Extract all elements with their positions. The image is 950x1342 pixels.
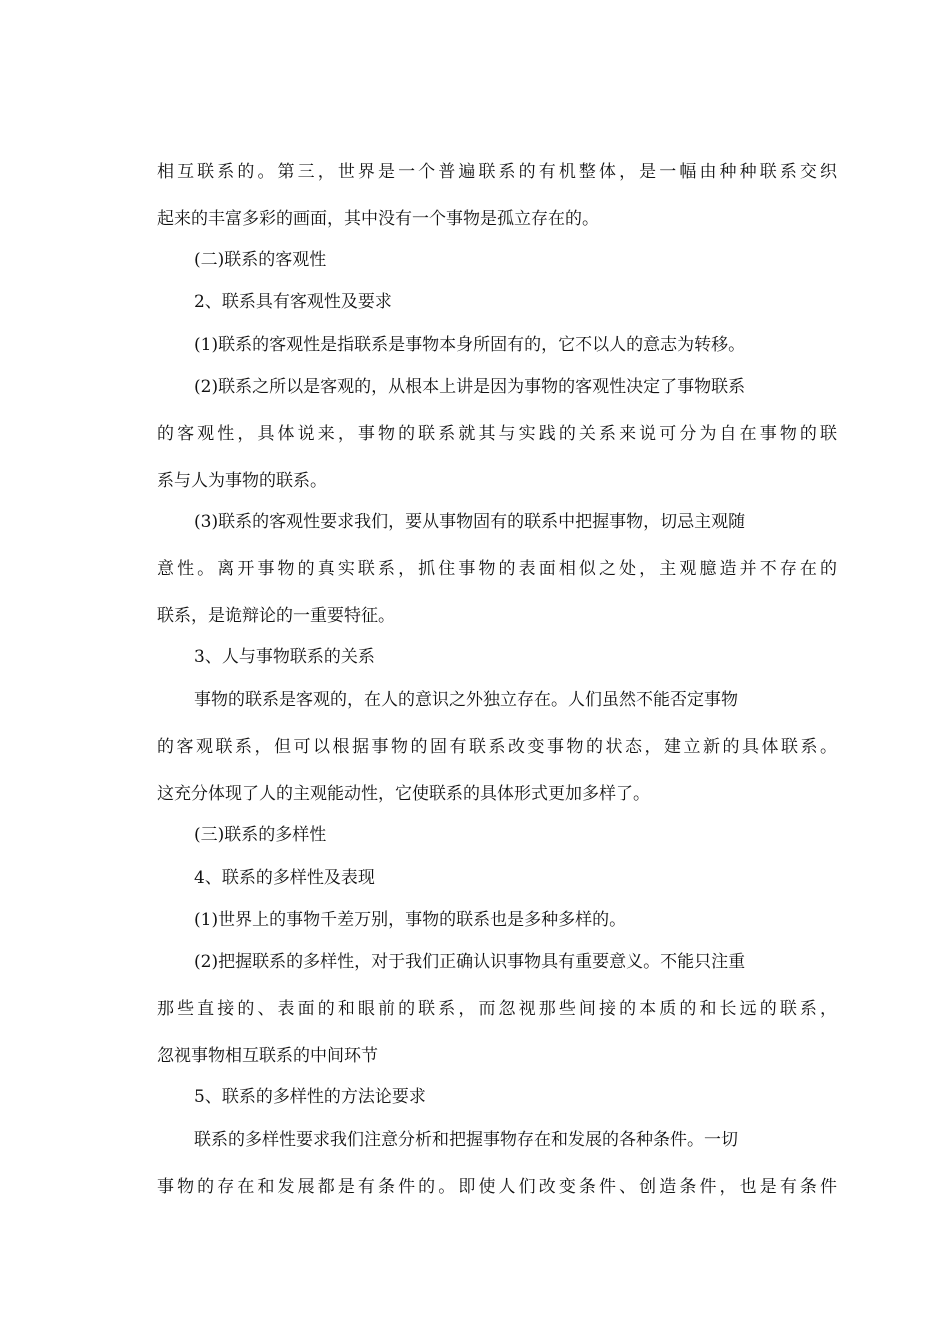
text-line-6: (2)联系之所以是客观的，从根本上讲是因为事物的客观性决定了事物联系 bbox=[194, 377, 746, 397]
text-line-2: 起来的丰富多彩的画面，其中没有一个事物是孤立存在的。 bbox=[157, 209, 599, 229]
text-line-7: 的客观性，具体说来，事物的联系就其与实践的关系来说可分为自在事物的联 bbox=[157, 424, 837, 444]
text-line-20: 那些直接的、表面的和眼前的联系，而忽视那些间接的本质的和长远的联系， bbox=[157, 999, 837, 1019]
text-line-19: (2)把握联系的多样性，对于我们正确认识事物具有重要意义。不能只注重 bbox=[194, 952, 746, 972]
text-line-1: 相互联系的。第三，世界是一个普遍联系的有机整体，是一幅由种种联系交织 bbox=[157, 162, 837, 182]
subheading-2: 2、联系具有客观性及要求 bbox=[194, 292, 392, 312]
text-line-10: 意性。离开事物的真实联系，抓住事物的表面相似之处，主观臆造并不存在的 bbox=[157, 559, 837, 579]
subheading-4: 4、联系的多样性及表现 bbox=[194, 868, 375, 888]
text-line-5: (1)联系的客观性是指联系是事物本身所固有的，它不以人的意志为转移。 bbox=[194, 335, 746, 355]
text-line-24: 事物的存在和发展都是有条件的。即使人们改变条件、创造条件，也是有条件 bbox=[157, 1177, 837, 1197]
text-line-14: 的客观联系，但可以根据事物的固有联系改变事物的状态，建立新的具体联系。 bbox=[157, 737, 837, 757]
text-line-9: (3)联系的客观性要求我们，要从事物固有的联系中把握事物，切忌主观随 bbox=[194, 512, 746, 532]
text-line-18: (1)世界上的事物千差万别，事物的联系也是多种多样的。 bbox=[194, 910, 627, 930]
text-line-21: 忽视事物相互联系的中间环节 bbox=[157, 1046, 378, 1066]
text-line-23: 联系的多样性要求我们注意分析和把握事物存在和发展的各种条件。一切 bbox=[194, 1130, 738, 1150]
section-heading-objectivity: (二)联系的客观性 bbox=[194, 250, 327, 270]
subheading-5: 5、联系的多样性的方法论要求 bbox=[194, 1087, 426, 1107]
text-line-8: 系与人为事物的联系。 bbox=[157, 471, 327, 491]
section-heading-diversity: (三)联系的多样性 bbox=[194, 825, 327, 845]
text-line-11: 联系，是诡辩论的一重要特征。 bbox=[157, 606, 395, 626]
text-line-15: 这充分体现了人的主观能动性，它使联系的具体形式更加多样了。 bbox=[157, 784, 650, 804]
text-line-13: 事物的联系是客观的，在人的意识之外独立存在。人们虽然不能否定事物 bbox=[194, 690, 738, 710]
subheading-3: 3、人与事物联系的关系 bbox=[194, 647, 375, 667]
